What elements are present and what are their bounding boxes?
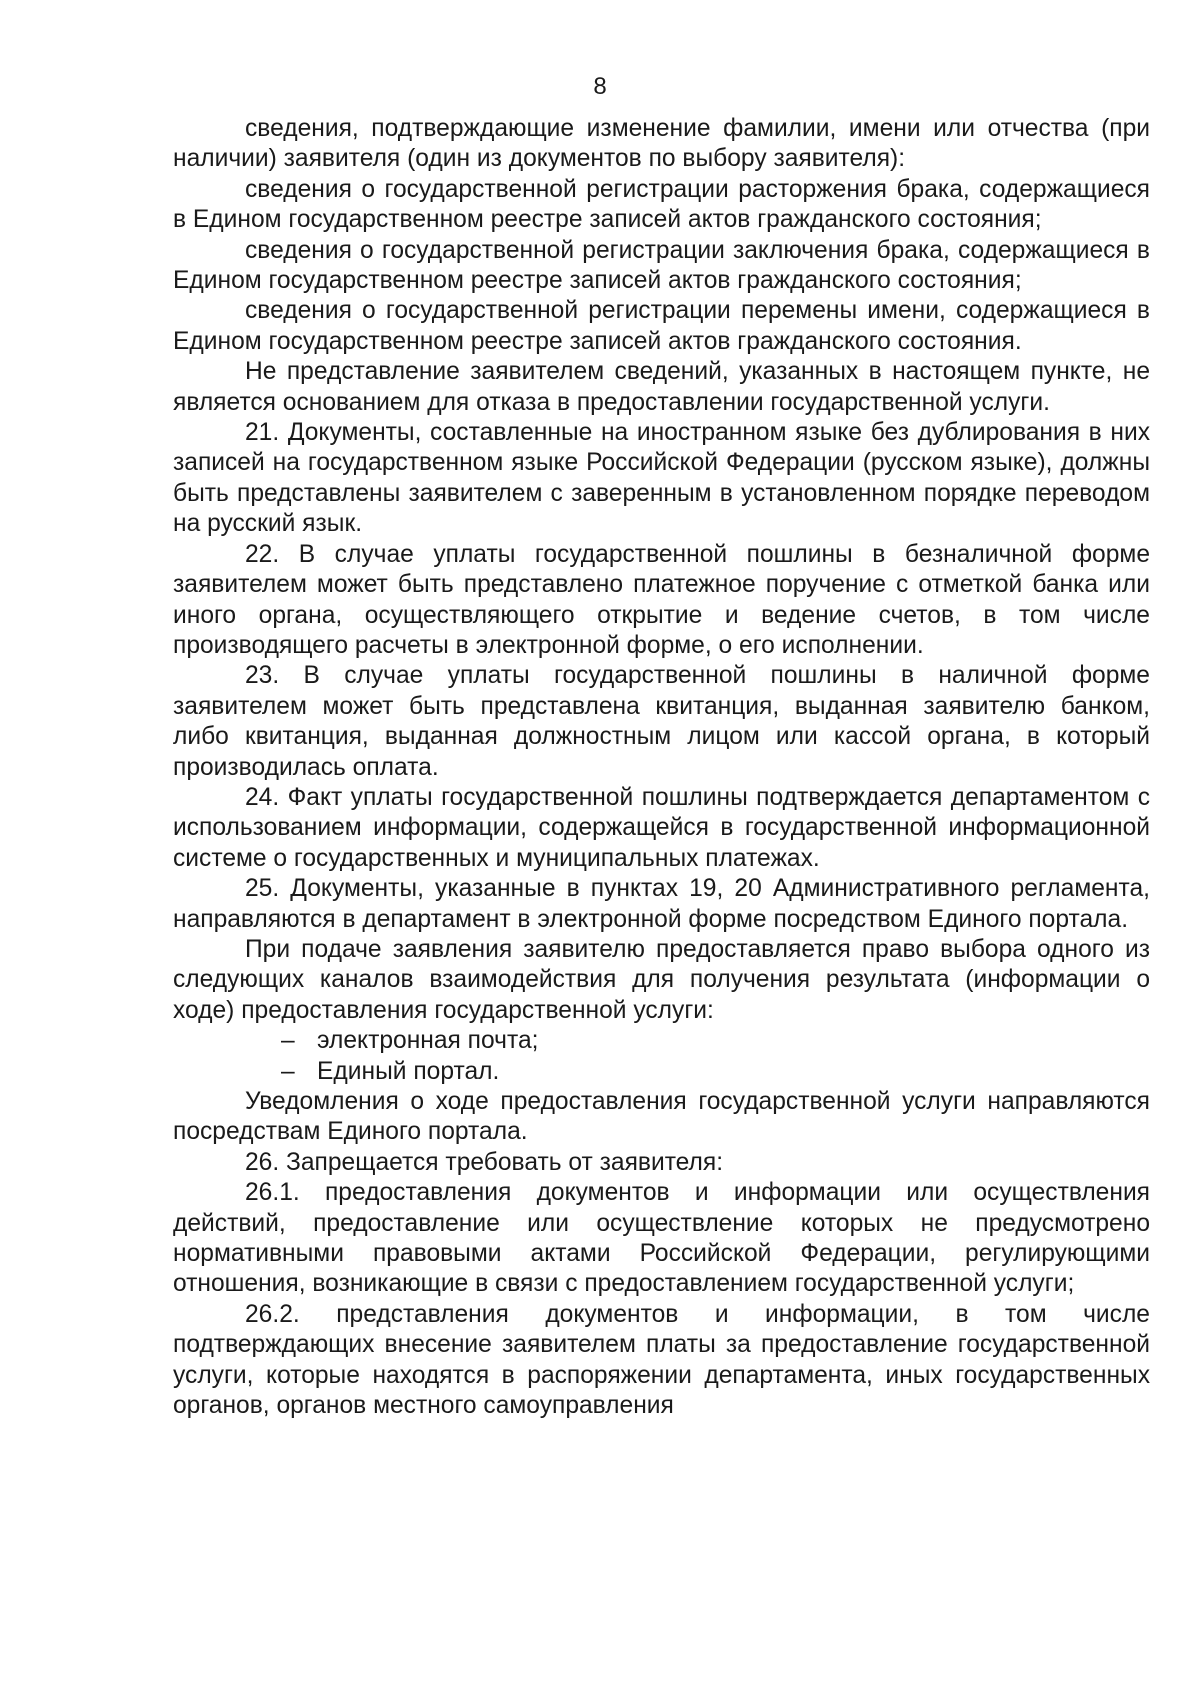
list-dash: –	[281, 1057, 295, 1085]
paragraph-item-22: 22. В случае уплаты государственной пошлины в безналичной форме заявителем может быть представлено платежное поручение с отметкой банка или иного органа, осуществляющего открытие и ведение счетов, в том числе производящего расчеты в электронной форме, о его исполнении.	[173, 540, 1150, 659]
paragraph: сведения о государственной регистрации расторжения брака, содержащиеся в Едином государственном реестре записей актов гражданского состояния;	[173, 175, 1150, 234]
paragraph-item-26-2: 26.2. представления документов и информации, в том числе подтверждающих внесение заявителем платы за предоставление государственной услуги, которые находятся в распоряжении департамента, иных государственных органов, органов местного самоуправления	[173, 1300, 1150, 1420]
paragraph: сведения, подтверждающие изменение фамилии, имени или отчества (при наличии) заявителя (один из документов по выбору заявителя):	[173, 115, 1150, 173]
list-item-text: Единый портал.	[317, 1057, 500, 1085]
paragraph: сведения о государственной регистрации заключения брака, содержащиеся в Едином государственном реестре записей актов гражданского состояния;	[173, 236, 1150, 295]
paragraph-item-23: 23. В случае уплаты государственной пошлины в наличной форме заявителем может быть представлена квитанция, выданная заявителю банком, либо квитанция, выданная должностным лицом или кассой органа, в который производилась оплата.	[173, 662, 1150, 781]
paragraph: Не представление заявителем сведений, указанных в настоящем пункте, не является основанием для отказа в предоставлении государственной услуги.	[173, 358, 1150, 416]
list-dash: –	[281, 1027, 295, 1055]
paragraph-item-25: 25. Документы, указанные в пунктах 19, 20 Административного регламента, направляются в департамент в электронной форме посредством Единого портала.	[173, 875, 1150, 933]
paragraph: При подаче заявления заявителю предоставляется право выбора одного из следующих каналов взаимодействия для получения результата (информации о ходе) предоставления государственной услуги:	[173, 935, 1150, 1024]
page-number: 8	[593, 73, 607, 100]
paragraph: сведения о государственной регистрации перемены имени, содержащиеся в Едином государственном реестре записей актов гражданского состояния.	[173, 297, 1150, 355]
paragraph-item-24: 24. Факт уплаты государственной пошлины подтверждается департаментом с использованием информации, содержащейся в государственной информационной системе о государственных и муниципальных платежах.	[173, 783, 1150, 872]
paragraph-item-21: 21. Документы, составленные на иностранном языке без дублирования в них записей на государственном языке Российской Федерации (русском языке), должны быть представлены заявителем с заверенным в установленном порядке переводом на русский язык.	[173, 419, 1150, 538]
document-body	[173, 114, 1150, 1421]
list-item-text: электронная почта;	[317, 1027, 539, 1055]
paragraph-item-26-1: 26.1. предоставления документов и информации или осуществления действий, предоставление или осуществление которых не предусмотрено нормативными правовыми актами Российской Федерации, регулирующими отношения, возникающие в связи с предоставлением государственной услуги;	[173, 1179, 1150, 1298]
list-item	[173, 1026, 1150, 1056]
list-item	[173, 1057, 1150, 1087]
paragraph-item-26: 26. Запрещается требовать от заявителя:	[245, 1148, 724, 1176]
paragraph: Уведомления о ходе предоставления государственной услуги направляются посредствам Единого портала.	[173, 1088, 1150, 1146]
